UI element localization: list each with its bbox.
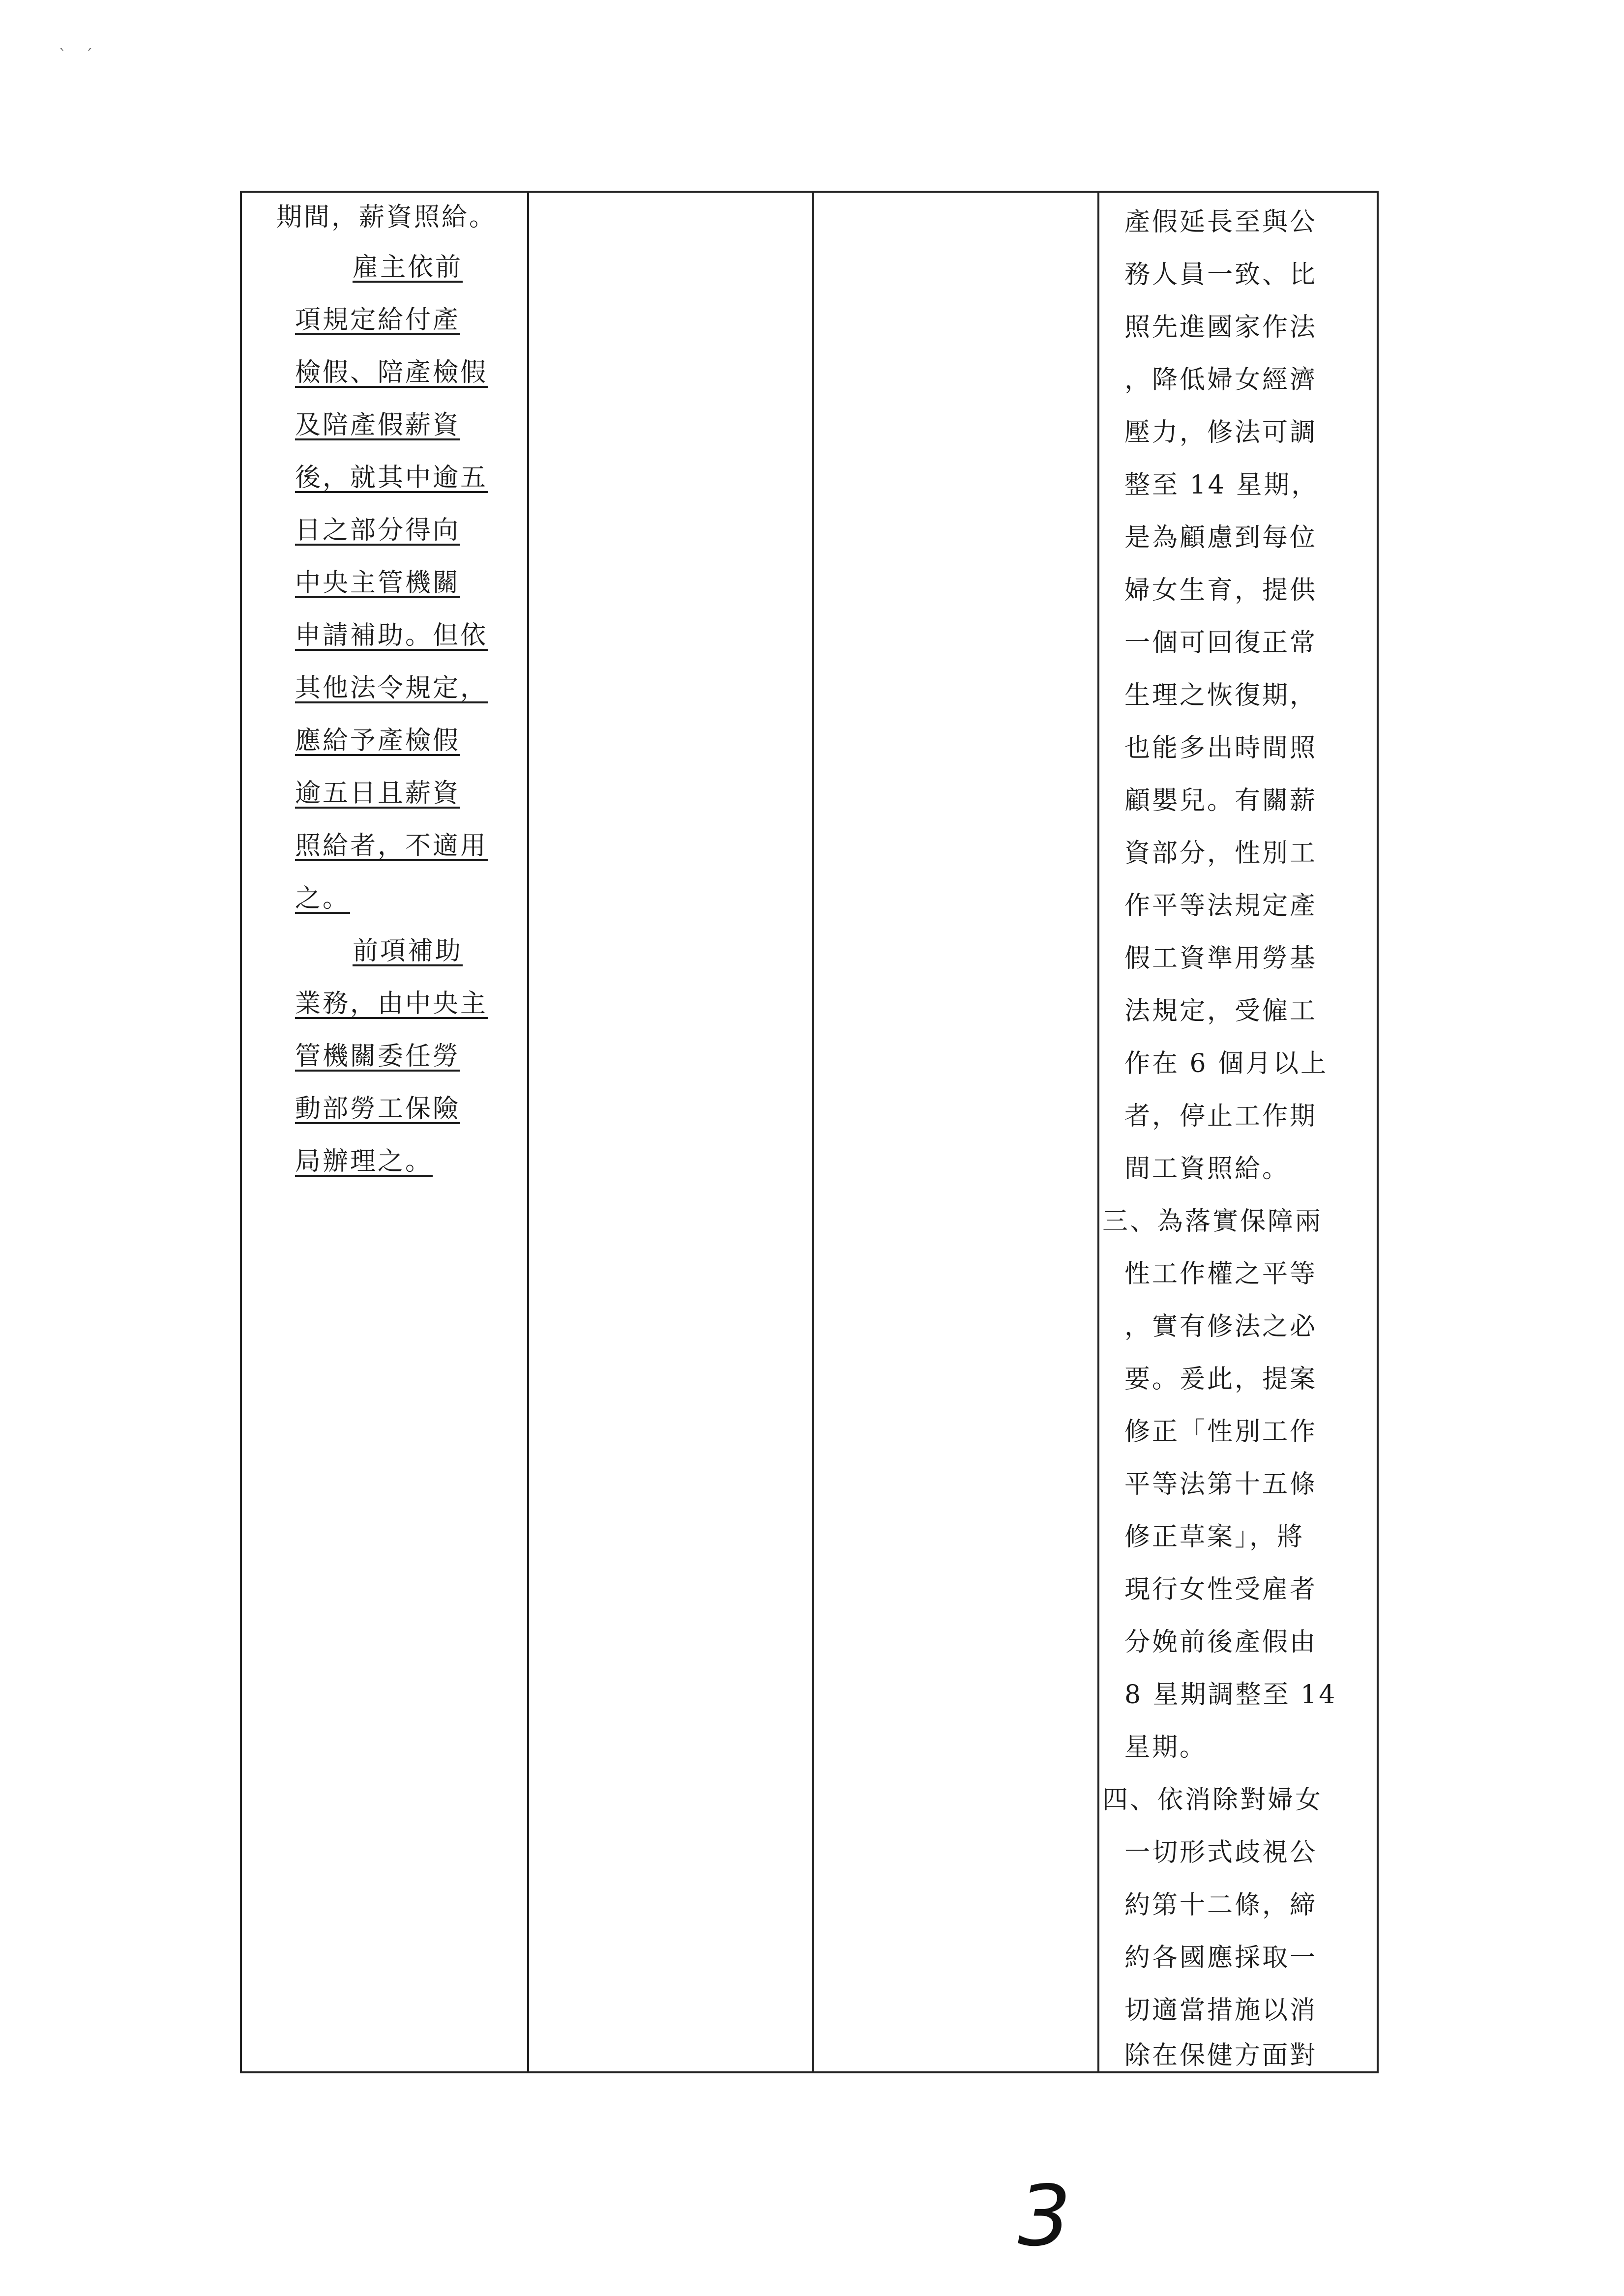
text-line: 要。爰此，提案: [1124, 1365, 1318, 1394]
text-line: 者，停止工作期: [1124, 1102, 1318, 1131]
text-line: 一切形式歧視公: [1124, 1838, 1318, 1867]
text-line: 雇主依前: [353, 253, 463, 282]
text-line: 現行女性受雇者: [1124, 1575, 1318, 1604]
text-line: 假工資準用勞基: [1124, 944, 1318, 973]
explanation-column: [1097, 193, 1379, 2071]
text-line: 法規定，受僱工: [1124, 996, 1318, 1026]
text-line: 業務，由中央主: [295, 989, 488, 1018]
text-line: 作平等法規定產: [1124, 891, 1318, 921]
text-line: 整至 14 星期，: [1124, 470, 1319, 500]
text-line: 務人員一致、比: [1124, 260, 1318, 290]
text-line: 後，就其中逾五: [295, 463, 488, 493]
text-line: 作在 6 個月以上: [1124, 1049, 1329, 1078]
text-line: 性工作權之平等: [1124, 1259, 1318, 1289]
comparison-table: [240, 191, 1379, 2073]
text-line: 除在保健方面對: [1124, 2041, 1318, 2070]
text-line: 局辦理之。: [295, 1147, 433, 1176]
text-line: 分娩前後產假由: [1124, 1628, 1318, 1657]
text-line: 檢假、陪產檢假: [295, 358, 488, 387]
text-line: 及陪產假薪資: [295, 410, 461, 440]
text-line: 三、為落實保障兩: [1102, 1207, 1323, 1236]
text-line: 之。: [295, 884, 351, 913]
text-line: 照先進國家作法: [1124, 313, 1318, 342]
text-line: 日之部分得向: [295, 516, 461, 545]
page-number: 3: [1018, 2168, 1071, 2265]
text-line: ，降低婦女經濟: [1124, 365, 1318, 395]
text-line: 項規定給付產: [295, 305, 461, 335]
text-line: 約各國應採取一: [1124, 1943, 1318, 1973]
empty-column: [812, 193, 1097, 2071]
text-line: 管機關委任勞: [295, 1042, 461, 1071]
text-line: 壓力，修法可調: [1124, 418, 1318, 447]
text-line: 四、依消除對婦女: [1102, 1785, 1323, 1815]
text-line: 間工資照給。: [1124, 1154, 1290, 1184]
text-line: 資部分，性別工: [1124, 839, 1318, 868]
text-line: 婦女生育，提供: [1124, 576, 1318, 605]
text-line: 其他法令規定，: [295, 673, 488, 703]
text-line: 切適當措施以消: [1124, 1996, 1318, 2025]
text-line: ，實有修法之必: [1124, 1312, 1318, 1341]
text-line: 期間，薪資照給。: [276, 203, 497, 232]
text-line: 修正草案」，將: [1124, 1522, 1305, 1552]
current-text-column: [527, 193, 812, 2071]
text-line: 產假延長至與公: [1124, 207, 1318, 237]
scan-specks: ˋ ˊ: [59, 47, 93, 64]
text-line: 逾五日且薪資: [295, 779, 461, 808]
text-line: 是為顧慮到每位: [1124, 523, 1318, 552]
text-line: 顧嬰兒。有關薪: [1124, 786, 1318, 815]
text-line: 中央主管機關: [295, 568, 461, 598]
amended-text-column: [242, 193, 527, 2071]
text-line: 8 星期調整至 14: [1124, 1680, 1337, 1710]
text-line: 生理之恢復期，: [1124, 681, 1318, 710]
text-line: 修正「性別工作: [1124, 1417, 1318, 1447]
text-line: 應給予產檢假: [295, 726, 461, 756]
text-line: 也能多出時間照: [1124, 733, 1318, 763]
text-line: 約第十二條，締: [1124, 1890, 1318, 1920]
text-line: 一個可回復正常: [1124, 628, 1318, 658]
text-line: 平等法第十五條: [1124, 1470, 1318, 1499]
text-line: 照給者，不適用: [295, 831, 488, 861]
text-line: 星期。: [1124, 1733, 1208, 1762]
text-line: 動部勞工保險: [295, 1094, 461, 1124]
text-line: 前項補助: [353, 936, 463, 966]
text-line: 申請補助。但依: [295, 621, 488, 650]
